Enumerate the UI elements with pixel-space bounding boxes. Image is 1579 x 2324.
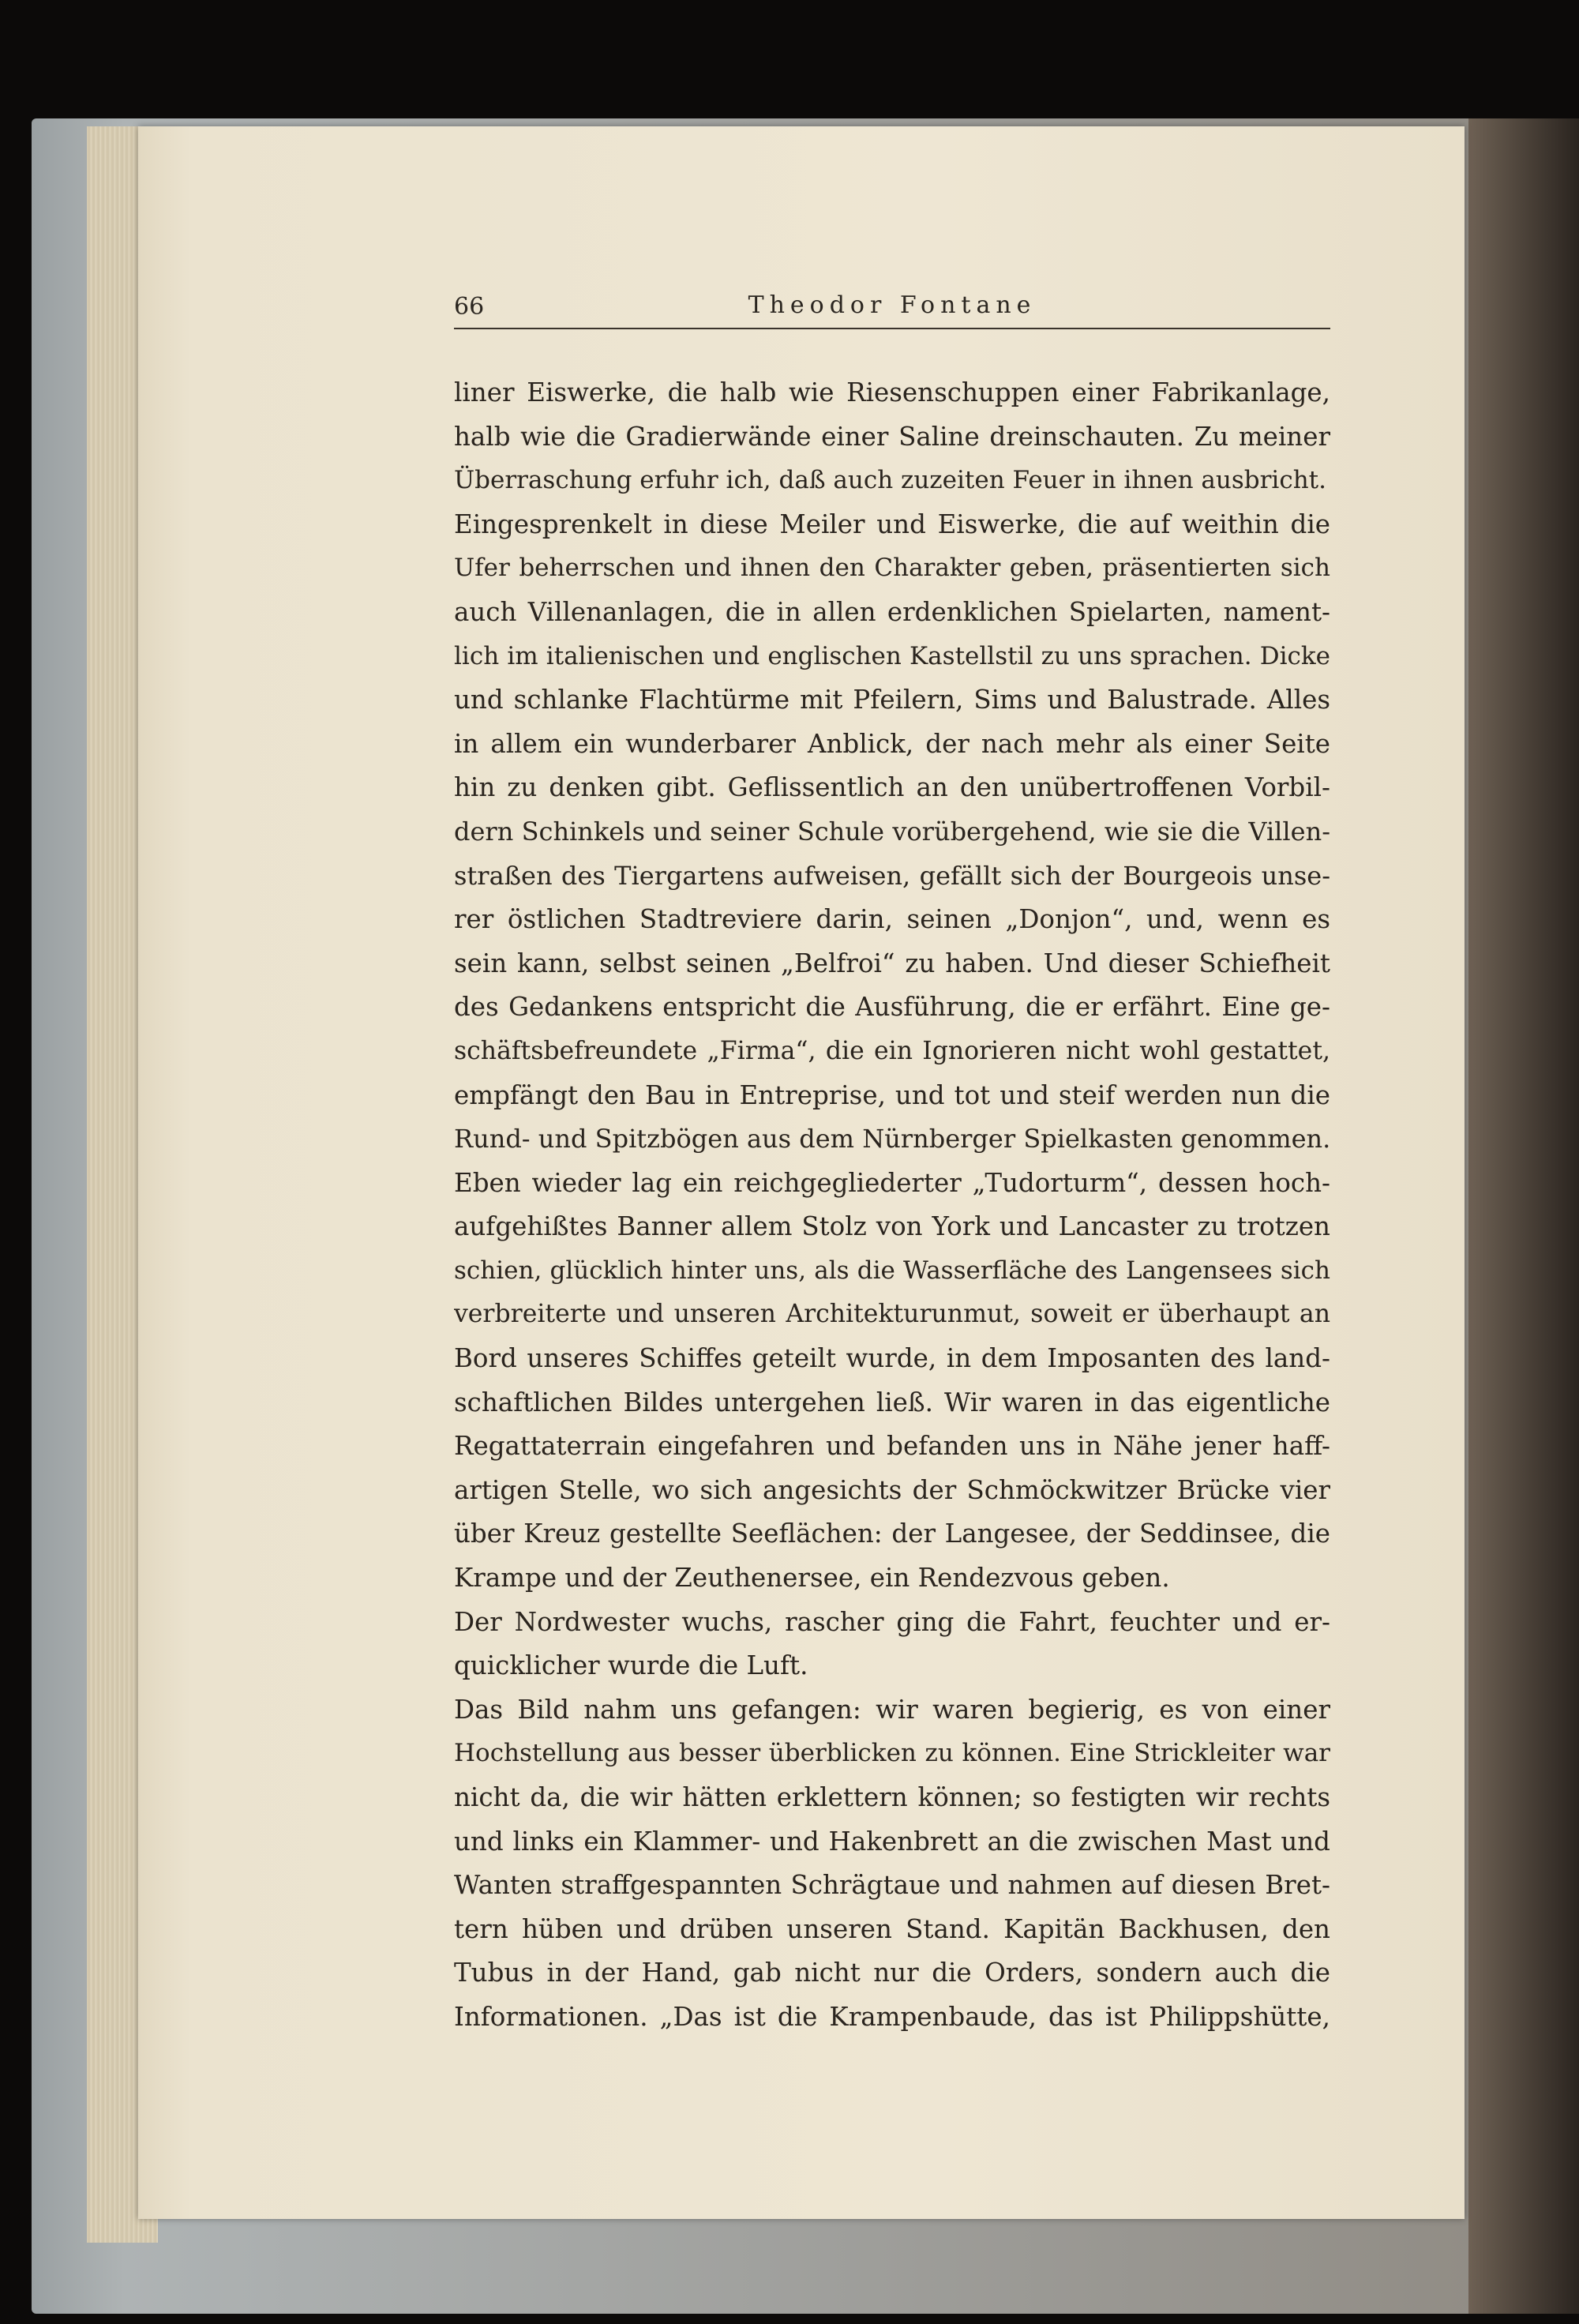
text-line: straßen des Tiergartens aufweisen, gefällt sich der Bourgeois unse- (454, 860, 1330, 891)
text-line: lich im italienischen und englischen Kastellstil zu uns sprachen. Dicke (454, 641, 1330, 670)
text-line: und links ein Klammer- und Hakenbrett an die zwischen Mast und (454, 1826, 1330, 1857)
text-line: Hochstellung aus besser überblicken zu können. Eine Strickleiter war (454, 1739, 1330, 1768)
text-line: Rund- und Spitzbögen aus dem Nürnberger Spielkasten genommen. (454, 1124, 1330, 1154)
text-line: halb wie die Gradierwände einer Saline dreinschauten. Zu meiner (454, 421, 1330, 452)
text-line: tern hüben und drüben unseren Stand. Kapitän Backhusen, den (454, 1913, 1330, 1944)
text-line: Tubus in der Hand, gab nicht nur die Orders, sondern auch die (454, 1958, 1330, 1988)
text-line: Informationen. „Das ist die Krampenbaude, das ist Philippshütte, (454, 2001, 1330, 2032)
text-line: Bord unseres Schiffes geteilt wurde, in dem Imposanten des land- (454, 1343, 1330, 1374)
text-line: rer östlichen Stadtreviere darin, seinen „Donjon“, und, wenn es (454, 904, 1330, 935)
text-line: Wanten straffgespannten Schrägtaue und nahmen auf diesen Bret- (454, 1870, 1330, 1901)
text-line: Ufer beherrschen und ihnen den Charakter geben, präsentierten sich (454, 554, 1330, 583)
text-line: Überraschung erfuhr ich, daß auch zuzeiten Feuer in ihnen ausbricht. (454, 466, 1326, 495)
text-line: verbreiterte und unseren Architekturunmut, soweit er überhaupt an (454, 1300, 1330, 1329)
text-line: Eben wieder lag ein reichgegliederter „Tudorturm“, dessen hoch- (454, 1167, 1330, 1198)
text-line: quicklicher wurde die Luft. (454, 1650, 808, 1681)
text-line: auch Villenanlagen, die in allen erdenklichen Spielarten, nament- (454, 596, 1330, 627)
text-line: sein kann, selbst seinen „Belfroi“ zu haben. Und dieser Schiefheit (454, 948, 1330, 978)
text-line: schaftlichen Bildes untergehen ließ. Wir waren in das eigentliche (454, 1387, 1330, 1417)
text-line: dern Schinkels und seiner Schule vorübergehend, wie sie die Villen- (454, 816, 1330, 847)
text-line: Krampe und der Zeuthenersee, ein Rendezvous geben. (454, 1563, 1170, 1594)
text-line: Regattaterrain eingefahren und befanden uns in Nähe jener haff- (454, 1431, 1330, 1462)
text-line: Der Nordwester wuchs, rascher ging die Fahrt, feuchter und er- (454, 1606, 1330, 1637)
text-line: Eingesprenkelt in diese Meiler und Eiswerke, die auf weithin die (454, 509, 1330, 539)
text-line: liner Eiswerke, die halb wie Riesenschuppen einer Fabrikanlage, (454, 377, 1330, 407)
text-line: in allem ein wunderbarer Anblick, der nach mehr als einer Seite (454, 728, 1330, 759)
text-line: schäftsbefreundete „Firma“, die ein Ignorieren nicht wohl gestattet, (454, 1036, 1330, 1065)
text-line: hin zu denken gibt. Geflissentlich an den unübertroffenen Vorbil- (454, 772, 1330, 803)
text-line: Das Bild nahm uns gefangen: wir waren begierig, es von einer (454, 1694, 1330, 1725)
text-line: empfängt den Bau in Entreprise, und tot und steif werden nun die (454, 1079, 1330, 1110)
page-header (454, 288, 1330, 329)
text-line: artigen Stelle, wo sich angesichts der Schmöckwitzer Brücke vier (454, 1474, 1330, 1505)
page-number: 66 (454, 293, 485, 321)
text-line: und schlanke Flachtürme mit Pfeilern, Sims und Balustrade. Alles (454, 685, 1330, 715)
book-cover-edge (1468, 118, 1579, 2314)
running-head: Theodor Fontane (748, 291, 1037, 319)
text-line: über Kreuz gestellte Seeflächen: der Langesee, der Seddinsee, die (454, 1519, 1330, 1549)
text-line: aufgehißtes Banner allem Stolz von York und Lancaster zu trotzen (454, 1211, 1330, 1242)
text-line: des Gedankens entspricht die Ausführung, die er erfährt. Eine ge- (454, 992, 1330, 1023)
text-line: schien, glücklich hinter uns, als die Wasserfläche des Langensees sich (454, 1256, 1330, 1285)
text-line: nicht da, die wir hätten erklettern können; so festigten wir rechts (454, 1782, 1330, 1812)
body-text (454, 371, 1330, 2040)
